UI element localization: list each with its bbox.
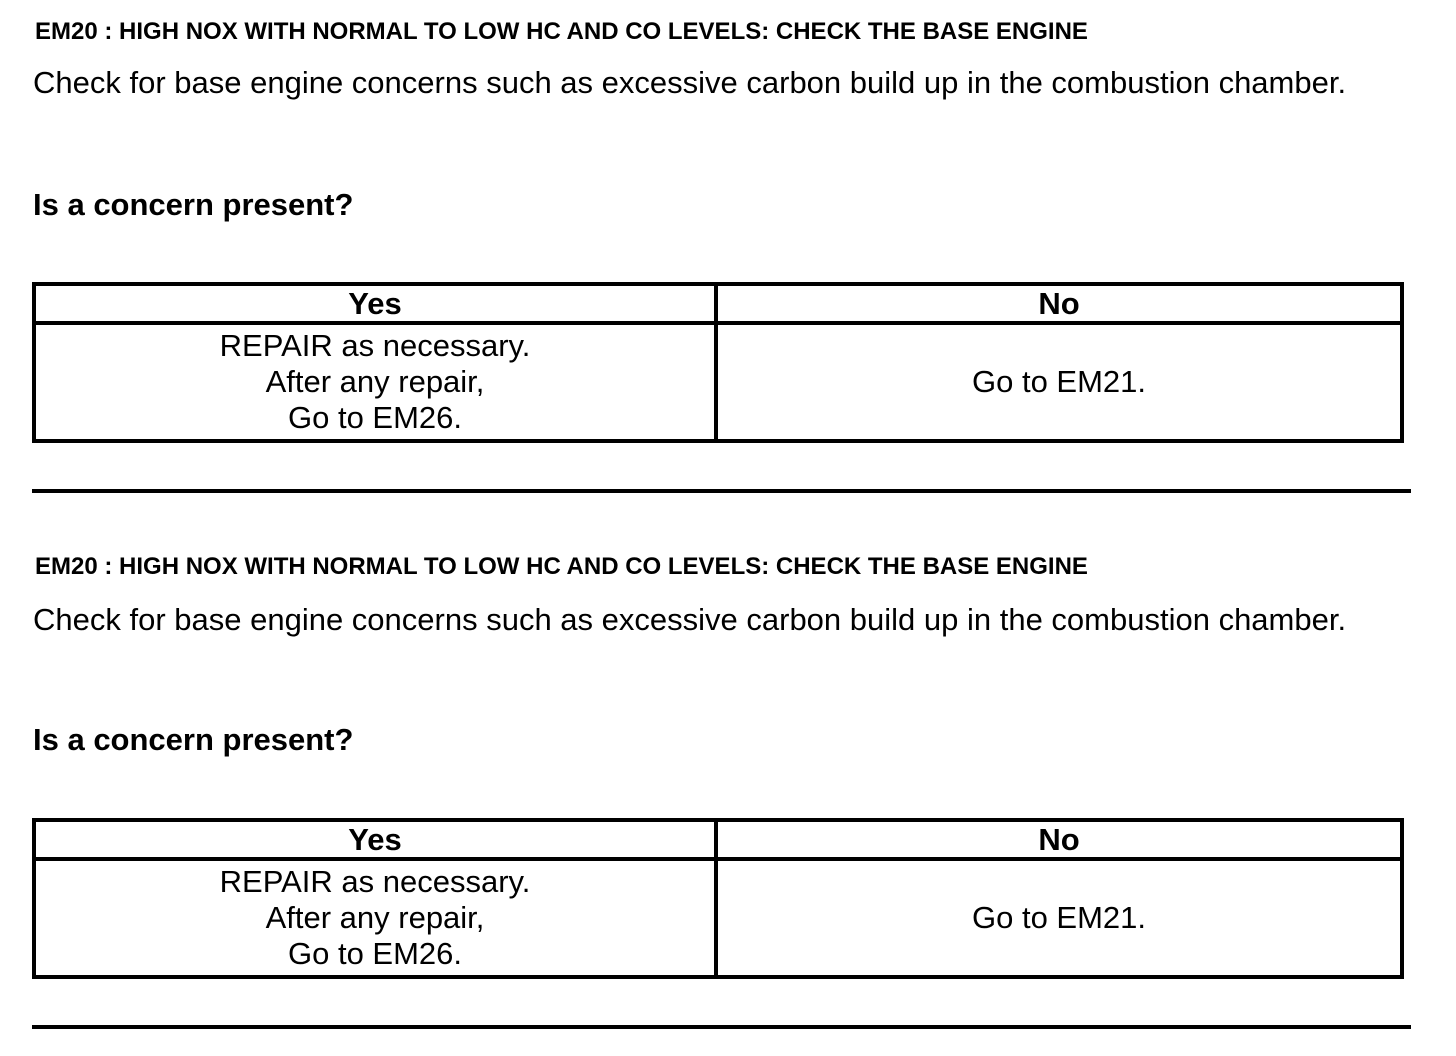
no-header: No: [716, 284, 1402, 323]
no-cell: Go to EM21.: [716, 859, 1402, 977]
section-heading: EM20 : HIGH NOX WITH NORMAL TO LOW HC AND CO LEVELS: CHECK THE BASE ENGINE: [35, 553, 1088, 580]
section-divider: [32, 1025, 1411, 1029]
yes-cell: [34, 859, 716, 977]
question-text: Is a concern present?: [33, 187, 354, 222]
yes-cell: [34, 323, 716, 441]
answer-table: [32, 282, 1404, 443]
yes-line: REPAIR as necessary.: [219, 328, 531, 363]
yes-header: Yes: [34, 820, 716, 859]
no-cell: Go to EM21.: [716, 323, 1402, 441]
yes-line: After any repair,: [265, 900, 485, 935]
table-header-row: [34, 820, 1402, 859]
yes-line: REPAIR as necessary.: [219, 864, 531, 899]
table-row: [34, 859, 1402, 977]
yes-line: Go to EM26.: [287, 400, 463, 435]
answer-table: [32, 818, 1404, 979]
table-row: [34, 323, 1402, 441]
section-heading: EM20 : HIGH NOX WITH NORMAL TO LOW HC AND CO LEVELS: CHECK THE BASE ENGINE: [35, 18, 1088, 45]
yes-line: Go to EM26.: [287, 936, 463, 971]
yes-line: After any repair,: [265, 364, 485, 399]
section-divider: [32, 489, 1411, 493]
question-text: Is a concern present?: [33, 722, 354, 757]
table-header-row: [34, 284, 1402, 323]
no-header: No: [716, 820, 1402, 859]
instruction-text: Check for base engine concerns such as excessive carbon build up in the combustion chamber.: [33, 65, 1347, 100]
yes-header: Yes: [34, 284, 716, 323]
instruction-text: Check for base engine concerns such as excessive carbon build up in the combustion chamber.: [33, 602, 1347, 637]
